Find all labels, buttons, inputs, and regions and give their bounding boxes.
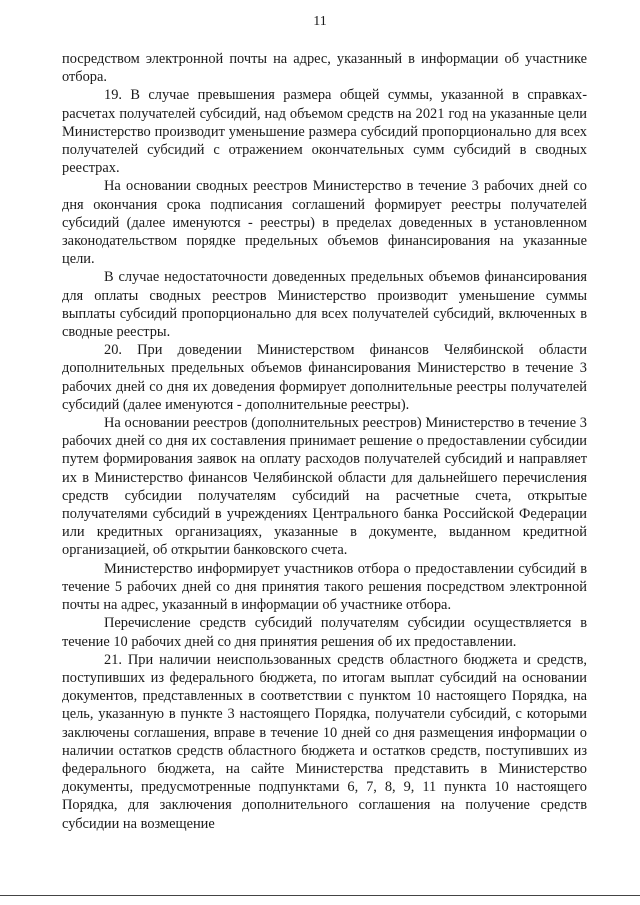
paragraph-reshenie: На основании реестров (дополнительных реестров) Министерство в течение 3 рабочих дней со дня их составления принимает решение о предоставлении субсидии путем формирования заявок на оплату расходов получателей субсидий и направляет их в Министерство финансов Челябинской области для дальнейшего перечисления средств субсидии получателям субсидий на расчетные счета, открытые получателями субсидий в учреждениях Центрального банка Российской Федерации или кредитных организациях, указанные в документе, выданном кредитной организацией, об открытии банковского счета. <box>62 415 587 559</box>
paragraph-item-21: 21. При наличии неиспользованных средств областного бюджета и средств, поступивших из федерального бюджета, по итогам выплат субсидий на основании документов, представленных в соответствии с пунктом 10 настоящего Порядка, на цель, указанную в пункте 3 настоящего Порядка, получатели субсидий, с которыми заключены соглашения, вправе в течение 10 дней со дня размещения информации о наличии остатков средств областного бюджета и остатков средств, поступивших из федерального бюджета, на сайте Министерства представить в Министерство документы, предусмотренные подпунктами 6, 7, 8, 9, 11 пункта 10 настоящего Порядка, для заключения дополнительного соглашения на получение средств субсидии на возмещение <box>62 651 587 832</box>
paragraph-nedostatochnost: В случае недостаточности доведенных предельных объемов финансирования для оплаты сводных реестров Министерство производит уменьшение суммы выплаты субсидий пропорционально для всех получателей субсидий, включенных в сводные реестры. <box>62 269 587 341</box>
page-bottom-rule <box>0 895 640 896</box>
paragraph-item-19: 19. В случае превышения размера общей суммы, указанной в справках-расчетах получателей субсидий, над объемом средств на 2021 год на указанные цели Министерство производит уменьшение размера субсидий пропорционально для всех получателей субсидий с отражением окончательных сумм субсидий в сводных реестрах. <box>62 87 587 177</box>
paragraph-reestry: На основании сводных реестров Министерство в течение 3 рабочих дней со дня окончания срока подписания соглашений формирует реестры получателей субсидий (далее именуются - реестры) в пределах доведенных в установленном законодательством порядке предельных объемов финансирования на указанные цели. <box>62 178 587 268</box>
paragraph-perechislenie: Перечисление средств субсидий получателям субсидии осуществляется в течение 10 рабочих дней со дня принятия решения об их предоставлении. <box>62 615 587 650</box>
paragraph-informirovanie: Министерство информирует участников отбора о предоставлении субсидий в течение 5 рабочих дней со дня принятия такого решения посредством электронной почты на адрес, указанный в информации об участнике отбора. <box>62 560 587 614</box>
page-number: 11 <box>313 14 327 29</box>
document-body <box>62 50 587 833</box>
paragraph-continuation: посредством электронной почты на адрес, указанный в информации об участнике отбора. <box>62 51 587 86</box>
paragraph-item-20: 20. При доведении Министерством финансов Челябинской области дополнительных предельных объемов финансирования Министерство в течение 3 рабочих дней со дня их доведения формирует дополнительные реестры получателей субсидий (далее именуются - дополнительные реестры). <box>62 342 587 413</box>
